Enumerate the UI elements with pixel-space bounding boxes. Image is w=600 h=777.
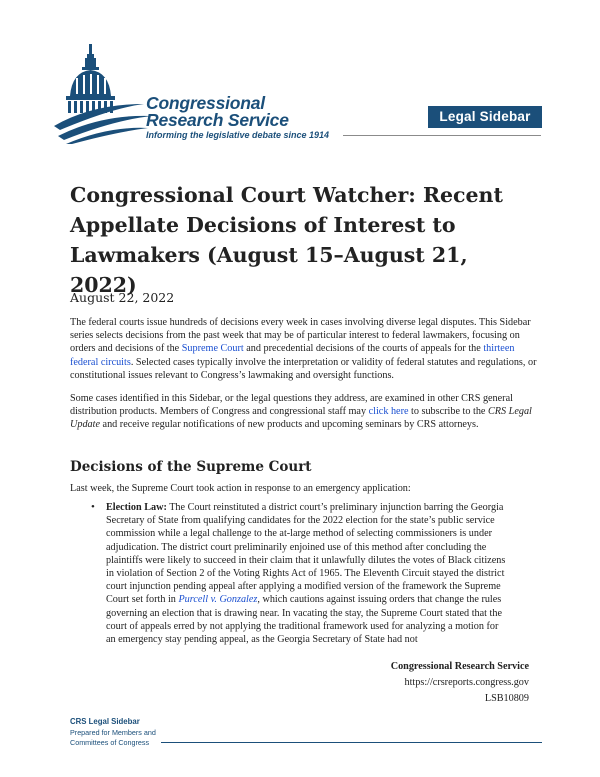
text-run: , which cautions against issuing orders that change the rules governing an election that is drawing near. In vacating the stay, the Supreme Court stated that the court of appeals erred by not applying the traditional framework used for analyzing a motion for an emergency stay pending appeal, as the Georgia Secretary of State had not: [106, 594, 502, 646]
bottom-rule: [161, 742, 542, 743]
supreme-court-link[interactable]: Supreme Court: [181, 343, 244, 355]
header-rule: [343, 135, 541, 136]
subscribe-paragraph: [70, 392, 540, 432]
section-intro: Last week, the Supreme Court took action in response to an emergency application:: [70, 483, 411, 494]
page-title: Congressional Court Watcher: Recent Appellate Decisions of Interest to Lawmakers (August 15–August 21, 2022): [70, 183, 503, 297]
bottom-prepared-line: Prepared for Members and: [70, 728, 156, 737]
text-run: . Selected cases typically involve the interpretation or validity of federal statutes and regulations, or constitutional issues relevant to Congress’s lawmaking and oversight functions.: [70, 356, 537, 381]
logo-tagline: Informing the legislative debate since 1914: [146, 130, 330, 140]
intro-paragraph: [70, 316, 540, 382]
footer-url: https://crsreports.congress.gov: [404, 677, 529, 688]
text-run: The federal courts issue hundreds of decisions every week in cases involving diverse legal disputes. This Sidebar series selects decisions from the past week that may be of particular interest to federal lawmakers, focusing on orders and decisions of the: [70, 317, 531, 355]
purcell-case-name: Purcell v. Gonzalez: [178, 594, 258, 606]
footer-product-code: LSB10809: [484, 693, 529, 704]
text-run: and receive regular notifications of new products and upcoming seminars by CRS attorneys.: [100, 419, 479, 431]
logo-wordmark-line1: Congressional: [146, 93, 265, 113]
crs-legal-update-title: CRS Legal Update: [70, 406, 532, 431]
text-run: to subscribe to the: [408, 406, 488, 418]
section-heading: Decisions of the Supreme Court: [70, 459, 312, 475]
election-law-item: [106, 501, 506, 646]
publication-date: August 22, 2022: [70, 290, 175, 305]
bullet-label: Election Law:: [106, 502, 167, 513]
footer-org: Congressional Research Service: [390, 661, 529, 672]
text-run: Some cases identified in this Sidebar, or the legal questions they address, are examined in other CRS general distribution products. Members of Congress and congressional staff may: [70, 393, 513, 418]
logo-wordmark-line2: Research Service: [146, 110, 289, 130]
purcell-link[interactable]: [178, 594, 257, 605]
bottom-series-label: CRS Legal Sidebar: [70, 717, 140, 726]
bullet-marker: •: [91, 501, 95, 513]
text-run: and precedential decisions of the courts of appeals for the: [243, 343, 484, 355]
federal-circuits-link[interactable]: thirteen federal circuits: [70, 343, 515, 368]
bottom-committees-line: Committees of Congress: [70, 738, 150, 747]
legal-sidebar-badge: Legal Sidebar: [428, 106, 542, 128]
click-here-link[interactable]: click here: [368, 406, 409, 418]
text-run: The Court reinstituted a district court’s preliminary injunction barring the Georgia Secretary of State from qualifying candidates for the 2022 election for the state’s public service commission while a legal challenge to the at-large method of selecting commissioners is under adjudication. The district court preliminarily enjoined use of this method after concluding the plaintiffs were likely to succeed in their claim that it unlawfully dilutes the votes of Black citizens in violation of Section 2 of the Voting Rights Act of 1965. The Eleventh Circuit stayed the district court injunction pending appeal after applying a modified version of the framework the Supreme Court set forth in: [106, 502, 506, 606]
